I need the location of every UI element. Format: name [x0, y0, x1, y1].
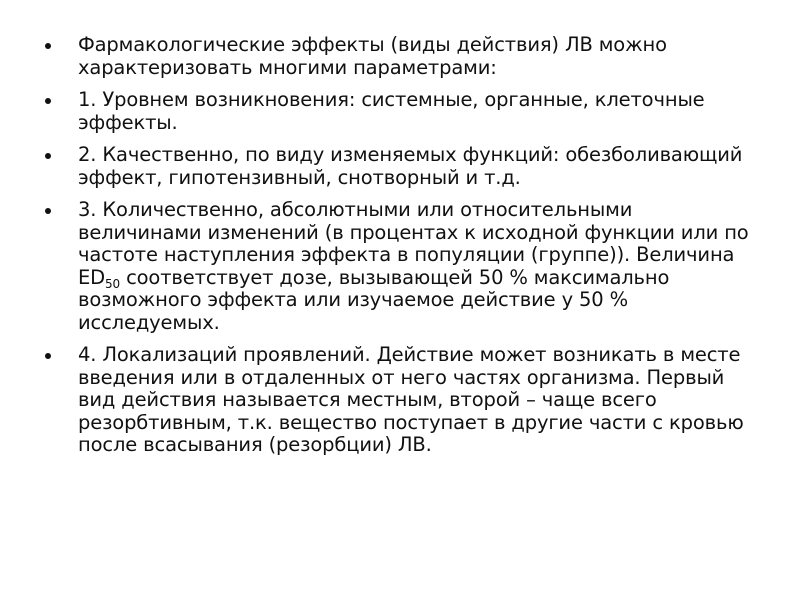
bullet-item-quantity [45, 199, 760, 334]
bullet-item-intro [45, 34, 760, 79]
bullet-icon [45, 208, 51, 214]
bullet-item-localization [45, 344, 760, 457]
bullet-text-after: соответствует дозе, вызывающей 50 % максимально возможного эффекта или изучаемое действие у 50 % исследуемых. [78, 265, 670, 334]
bullet-list [45, 34, 760, 457]
bullet-text: 4. Локализаций проявлений. Действие может возникать в месте введения или в отдаленных от него частях организма. Первый вид действия называется местным, второй – чаще всего резорбтивным, т.к. вещество поступает в другие части с кровью после всасывания (резорбции) ЛВ. [78, 343, 744, 456]
bullet-item-level [45, 89, 760, 134]
bullet-icon [45, 43, 51, 49]
ed-subscript: 50 [105, 276, 121, 291]
bullet-item-quality [45, 144, 760, 189]
bullet-icon [45, 153, 51, 159]
bullet-text: Фармакологические эффекты (виды действия) ЛВ можно характеризовать многими параметрами: [78, 33, 667, 79]
bullet-icon [45, 98, 51, 104]
bullet-text: 2. Качественно, по виду изменяемых функций: обезболивающий эффект, гипотензивный, снотворный и т.д. [78, 143, 743, 189]
bullet-text [78, 198, 749, 334]
bullet-text-before: 3. Количественно, абсолютными или относительными величинами изменений (в процентах к исходной функции или по частоте наступления эффекта в популяции (группе)). Величина ED [78, 198, 749, 289]
bullet-text: 1. Уровнем возникновения: системные, органные, клеточные эффекты. [78, 88, 705, 134]
bullet-icon [45, 353, 51, 359]
